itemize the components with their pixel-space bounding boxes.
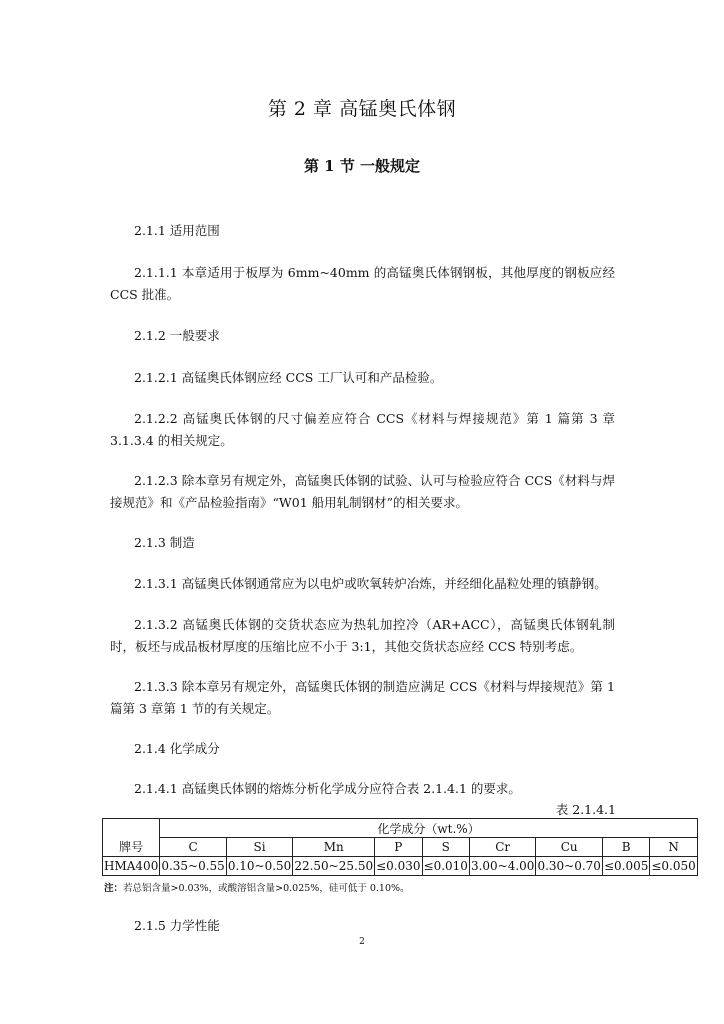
chemical-composition-table	[102, 818, 698, 876]
value-cell: ≤0.030	[375, 857, 422, 876]
value-cell: 0.10~0.50	[226, 857, 293, 876]
element-header: Cr	[469, 838, 536, 857]
table-header-row	[103, 819, 698, 838]
value-cell: 3.00~4.00	[469, 857, 536, 876]
paragraph-2-1-4-1: 2.1.4.1 高锰奥氏体钢的熔炼分析化学成分应符合表 2.1.4.1 的要求。	[134, 781, 521, 796]
value-cell: ≤0.005	[602, 857, 649, 876]
composition-group-header: 化学成分（wt.%）	[160, 819, 697, 838]
element-header: Si	[226, 838, 293, 857]
value-cell: 0.35~0.55	[160, 857, 227, 876]
element-header: N	[650, 838, 697, 857]
heading-2-1-3: 2.1.3 制造	[134, 535, 195, 550]
grade-header: 牌号	[103, 838, 160, 857]
element-header: P	[375, 838, 422, 857]
table-corner-cell	[103, 819, 160, 838]
heading-2-1-4: 2.1.4 化学成分	[134, 741, 220, 756]
element-header: Mn	[293, 838, 375, 857]
value-cell: ≤0.010	[422, 857, 469, 876]
section-title: 第 1 节 一般规定	[303, 157, 421, 175]
note-label: 注：	[104, 883, 124, 894]
paragraph-2-1-3-3: 2.1.3.3 除本章另有规定外，高锰奥氏体钢的制造应满足 CCS《材料与焊接规范》第 1 篇第 3 章第 1 节的有关规定。	[110, 679, 615, 716]
value-cell: ≤0.050	[650, 857, 697, 876]
paragraph-2-1-3-1: 2.1.3.1 高锰奥氏体钢通常应为以电炉或吹氧转炉冶炼，并经细化晶粒处理的镇静钢。	[134, 576, 607, 591]
table-caption: 表 2.1.4.1	[555, 802, 616, 817]
value-cell: 0.30~0.70	[536, 857, 603, 876]
element-header: B	[602, 838, 649, 857]
paragraph-2-1-1-1: 2.1.1.1 本章适用于板厚为 6mm~40mm 的高锰奥氏体钢钢板，其他厚度的钢板应经 CCS 批准。	[110, 265, 615, 302]
element-header: C	[160, 838, 227, 857]
heading-2-1-2: 2.1.2 一般要求	[134, 328, 220, 343]
element-header: S	[422, 838, 469, 857]
grade-cell: HMA400	[103, 857, 160, 876]
table-element-row	[103, 838, 698, 857]
paragraph-2-1-2-1: 2.1.2.1 高锰奥氏体钢应经 CCS 工厂认可和产品检验。	[134, 370, 443, 385]
note-text: 若总铝含量>0.03%，或酸溶铝含量>0.025%，硅可低于 0.10%。	[123, 883, 410, 894]
paragraph-2-1-2-3: 2.1.2.3 除本章另有规定外，高锰奥氏体钢的试验、认可与检验应符合 CCS《材料与焊接规范》和《产品检验指南》“W01 船用轧制钢材”的相关要求。	[110, 473, 615, 510]
table-note	[104, 880, 410, 894]
heading-2-1-1: 2.1.1 适用范围	[134, 223, 220, 238]
heading-2-1-5: 2.1.5 力学性能	[134, 918, 220, 933]
table-row	[103, 857, 698, 876]
paragraph-2-1-2-2: 2.1.2.2 高锰奥氏体钢的尺寸偏差应符合 CCS《材料与焊接规范》第 1 篇第 3 章 3.1.3.4 的相关规定。	[110, 411, 615, 448]
chapter-title: 第 2 章 高锰奥氏体钢	[267, 98, 457, 120]
element-header: Cu	[536, 838, 603, 857]
value-cell: 22.50~25.50	[293, 857, 375, 876]
page-number: 2	[359, 937, 365, 947]
paragraph-2-1-3-2: 2.1.3.2 高锰奥氏体钢的交货状态应为热轧加控冷（AR+ACC），高锰奥氏体钢轧制时，板坯与成品板材厚度的压缩比应不小于 3:1，其他交货状态应经 CCS 特别考虑。	[110, 617, 615, 654]
